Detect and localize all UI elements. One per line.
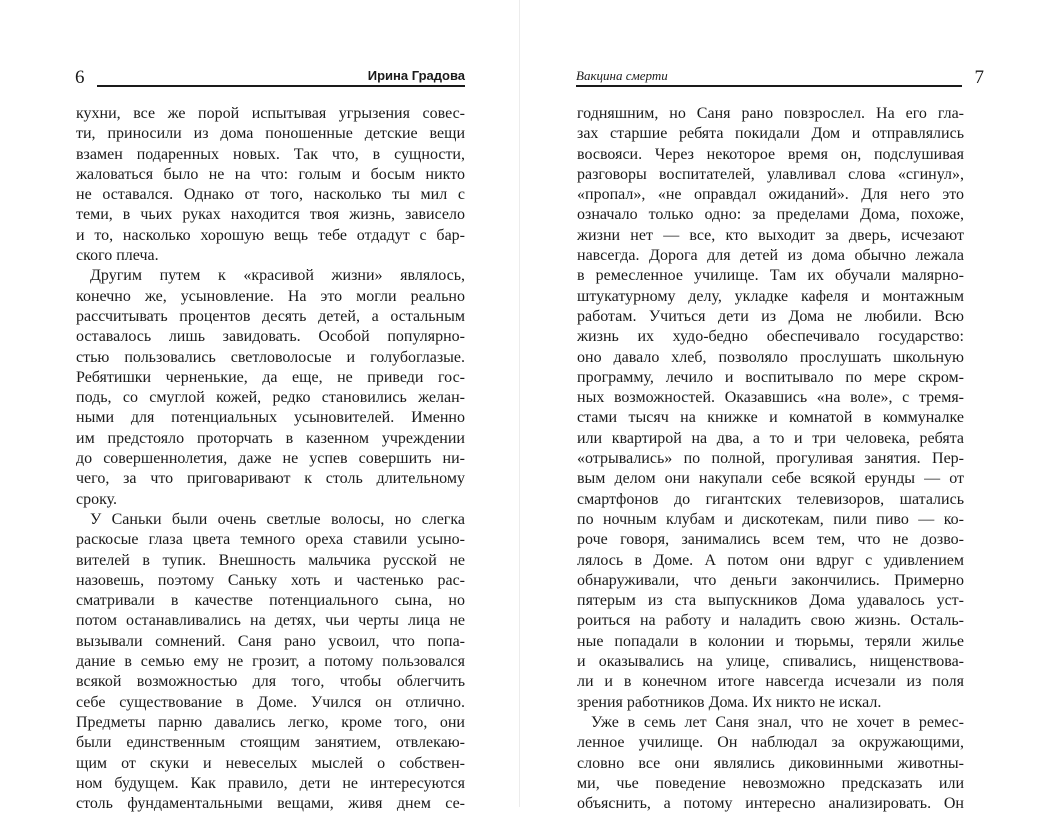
text-line: оно давало хлеб, позволяло прослушать школьную (577, 348, 964, 366)
text-line: роче говоря, занимались всем тем, что не дозво- (577, 531, 964, 549)
text-line: программу, лечило и воспитывало по мере скром- (577, 368, 964, 386)
text-line: роиться на работу и наладить свою жизнь. Осталь- (577, 612, 964, 630)
text-line: ленное училище. Он наблюдал за окружающими, (577, 734, 964, 752)
text-line: годняшним, но Саня рано повзрослел. На его гла- (577, 105, 964, 122)
left-page-text (76, 104, 465, 814)
text-line: Другим путем к «красивой жизни» являлось, (90, 267, 465, 285)
text-line: вызывали сомнений. Саня рано усвоил, что попа- (76, 632, 465, 650)
text-line: назовешь, поэтому Саньку хоть и частенько рас- (76, 571, 465, 589)
text-line: дание в семью ему не грозит, а потому пользовался (76, 653, 465, 671)
left-page (0, 0, 519, 813)
text-line: себе существование в Доме. Учился он отлично. (76, 693, 465, 711)
text-line: ли и в конечном итоге навсегда исчезали из поля (577, 673, 964, 691)
right-page (520, 0, 1039, 813)
text-line: зах старшие ребята покидали Дом и отправлялись (577, 125, 964, 143)
text-line: ными для потенциальных усыновителей. Именно (76, 409, 465, 427)
right-page-number: 7 (974, 67, 984, 88)
left-page-number: 6 (75, 67, 85, 88)
text-line: потом останавливались на детях, чьи черты лица не (76, 612, 465, 630)
right-header-rule (576, 85, 962, 87)
text-line: «пропал», «не оправдал ожиданий». Для него это (577, 186, 964, 204)
text-line: пятерым из ста выпускников Дома удавалось уст- (577, 592, 964, 610)
text-line: жаловаться было не на что: голым и босым никто (76, 165, 465, 183)
text-line: штукатурному делу, укладке кафеля и монтажным (577, 287, 964, 305)
text-line: «отрывались» по полной, прогуливая занятия. Пер- (577, 450, 964, 468)
text-line: жизни нет — все, кто выходит за дверь, исчезают (577, 226, 964, 244)
text-line: ского плеча. (76, 247, 159, 265)
text-line: конечно же, усыновление. На это могли реально (76, 287, 465, 305)
left-page-header (75, 66, 465, 90)
text-line: обнаруживали, что деньги закончились. Примерно (577, 571, 964, 589)
text-line: Уже в семь лет Саня знал, что не хочет в ремес- (591, 713, 964, 731)
text-line: ных возможностей. Оказавшись «на воле», с тремя- (577, 389, 964, 407)
text-line: стами тысяч на книжке и комнатой в коммуналке (577, 409, 964, 427)
text-line: разговоры воспитателей, улавливал слова «сгинул», (577, 165, 964, 183)
text-line: взамен подаренных новых. Так что, в сущности, (76, 145, 465, 163)
text-line: щим от скуки и невеселых мыслей о собствен- (76, 754, 465, 772)
left-running-head: Ирина Градова (367, 68, 465, 83)
text-line: вителей в тупик. Внешность мальчика русской не (76, 551, 465, 569)
text-line: зрения работников Дома. Их никто не искал. (577, 693, 882, 711)
text-line: рассчитывать процентов десять детей, а остальным (76, 307, 465, 325)
text-line: У Саньки были очень светлые волосы, но слегка (90, 510, 465, 528)
text-line: работам. Учиться дети из Дома не любили. Всю (577, 307, 964, 325)
text-line: и оказывались на улице, спивались, нищенствова- (577, 653, 964, 671)
text-line: вым делом они накупали себе всякой ерунды — от (577, 470, 964, 488)
text-line: смартфонов до гигантских телевизоров, шатались (577, 490, 964, 508)
text-line: и то, насколько хорошую вещь тебе отдадут с бар- (76, 226, 465, 244)
text-line: восвояси. Через некоторое время он, подслушивая (577, 145, 964, 163)
text-line: ном будущем. Как правило, дети не интересуются (76, 774, 465, 792)
right-page-text (577, 104, 964, 814)
text-line: были единственным стоящим занятием, отвлекаю- (76, 734, 465, 752)
text-line: объяснить, а потому интересно анализировать. Он (577, 795, 964, 813)
text-line: теми, в чьих руках находится твоя жизнь, зависело (76, 206, 465, 224)
text-line: сроку. (76, 490, 118, 508)
text-line: стью пользовались светловолосые и голубоглазые. (76, 348, 465, 366)
text-line: не оставался. Однако от того, насколько ты мил с (76, 186, 465, 204)
text-line: ми, чье поведение невозможно предсказать или (577, 774, 964, 792)
text-line: лялось в Доме. А потом они вдруг с удивлением (577, 551, 964, 569)
text-line: Предметы парню давались легко, кроме того, они (76, 713, 465, 731)
text-line: им предстояло проторчать в казенном учреждении (76, 429, 465, 447)
text-line: навсегда. Дорога для детей из дома обычно лежала (577, 247, 964, 265)
text-line: ти, приносили из дома поношенные детские вещи (76, 125, 465, 143)
text-line: или квартирой на два, а то и три человека, ребята (577, 429, 964, 447)
text-line: жизнь их худо-бедно обеспечивало государство: (577, 328, 964, 346)
text-line: ные попадали в колонии и тюрьмы, теряли жилье (577, 632, 964, 650)
text-line: в ремесленное училище. Там их обучали малярно- (577, 267, 964, 285)
text-line: по ночным клубам и дискотекам, пили пиво — ко- (577, 510, 964, 528)
text-line: подь, со смуглой кожей, редко становились желан- (76, 389, 465, 407)
text-line: словно все они являлись диковинными животны- (577, 754, 964, 772)
text-line: сматривали в качестве потенциального сына, но (76, 592, 465, 610)
text-line: Ребятишки черненькие, да еще, не приведи гос- (76, 368, 465, 386)
right-page-header (576, 66, 984, 90)
text-line: столь фундаментальными вещами, живя днем се- (76, 795, 465, 813)
text-line: кухни, все же порой испытывая угрызения совес- (76, 105, 465, 122)
text-line: раскосые глаза цвета темного ореха ставили усыно- (76, 531, 465, 549)
text-line: оставалось лишь завидовать. Особой популярно- (76, 328, 465, 346)
text-line: означало только одно: за пределами Дома, похоже, (577, 206, 964, 224)
right-running-head: Вакцина смерти (576, 68, 668, 83)
text-line: до совершеннолетия, даже не успев совершить ни- (76, 450, 465, 468)
text-line: всякой возможностью для того, чтобы облегчить (76, 673, 465, 691)
text-line: чего, за что приговаривают к столь длительному (76, 470, 465, 488)
left-header-rule (97, 85, 465, 87)
